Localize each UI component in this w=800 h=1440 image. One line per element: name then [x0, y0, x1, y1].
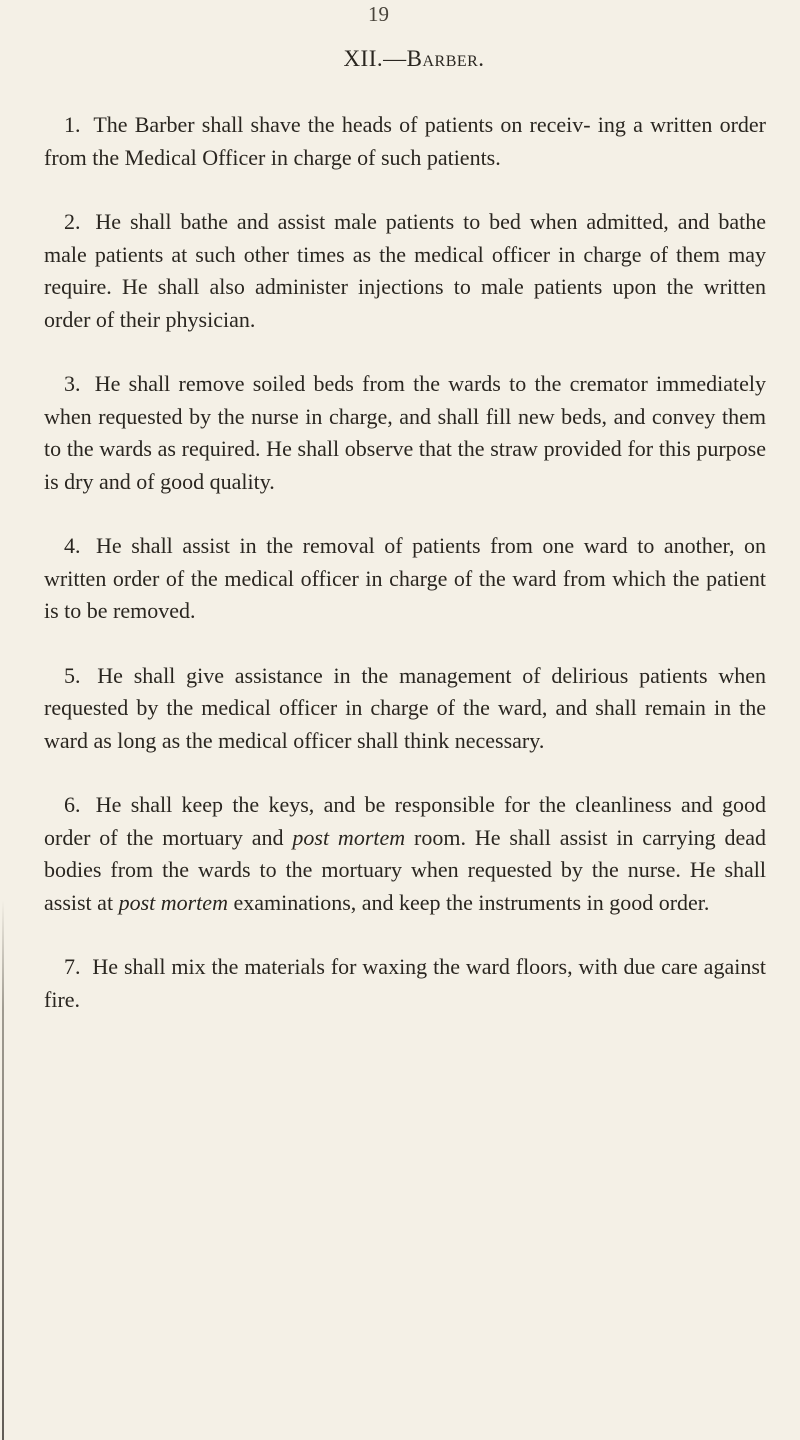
- paragraph-5: [44, 660, 766, 758]
- paragraph-text-part: examinations, and keep the instruments in good order.: [227, 889, 710, 915]
- section-dash: —: [383, 46, 407, 71]
- paragraph-text: He shall mix the materials for waxing the ward floors, with due care against fire.: [44, 954, 766, 1012]
- paragraph-7: [44, 951, 766, 1016]
- paragraph-2: [44, 206, 766, 336]
- paragraph-text: The Barber shall shave the heads of patients on receiv- ing a written order from the Medical Officer in charge of such patients.: [44, 112, 766, 170]
- paragraph-number: 1.: [64, 112, 81, 137]
- italic-term: post mortem: [118, 889, 228, 915]
- paragraph-number: 4.: [64, 533, 81, 558]
- italic-term: post mortem: [292, 824, 406, 850]
- paragraph-text: He shall remove soiled beds from the wards to the cremator immediately when requested by the nurse in charge, and shall fill new beds, and convey them to the wards as required. He shall observe that the straw provided for this purpose is dry and of good quality.: [44, 371, 767, 494]
- section-title-text: Barber.: [406, 46, 485, 71]
- paragraph-4: [44, 530, 766, 628]
- paragraph-number: 7.: [64, 954, 81, 979]
- paragraph-number: 2.: [64, 209, 81, 234]
- section-title: [0, 46, 800, 72]
- paragraph-text: He shall assist in the removal of patients from one ward to another, on written order of the medical officer in charge of the ward from which the patient is to be removed.: [44, 533, 766, 623]
- section-numeral: XII.: [343, 46, 384, 71]
- paragraph-text: He shall bathe and assist male patients to bed when admitted, and bathe male patients at such other times as the medical officer in charge of them may require. He shall also administer injections to male patients upon the written order of their physician.: [44, 209, 767, 332]
- scan-edge-shadow: [2, 900, 4, 1440]
- paragraph-3: [44, 368, 766, 498]
- paragraph-6: [44, 789, 766, 919]
- paragraph-number: 5.: [64, 662, 81, 688]
- paragraph-text: He shall give assistance in the management of delirious patients when requested by the medical officer in charge of the ward, and shall remain in the ward as long as the medical officer shall think necessary.: [44, 662, 767, 753]
- paragraph-number: 6.: [64, 792, 81, 817]
- paragraph-text-part: room. He shall assist in carrying dead bodies from the wards to the mortuary when requested by the nurse. He shall assist at: [44, 824, 766, 915]
- paragraph-number: 3.: [64, 371, 81, 396]
- page-number: 19: [368, 2, 389, 26]
- paragraph-1: [44, 109, 766, 174]
- document-body: [44, 109, 766, 1048]
- paragraph-text-part: He shall keep the keys, and be responsible for the cleanliness and good order of the mortuary and: [44, 792, 767, 850]
